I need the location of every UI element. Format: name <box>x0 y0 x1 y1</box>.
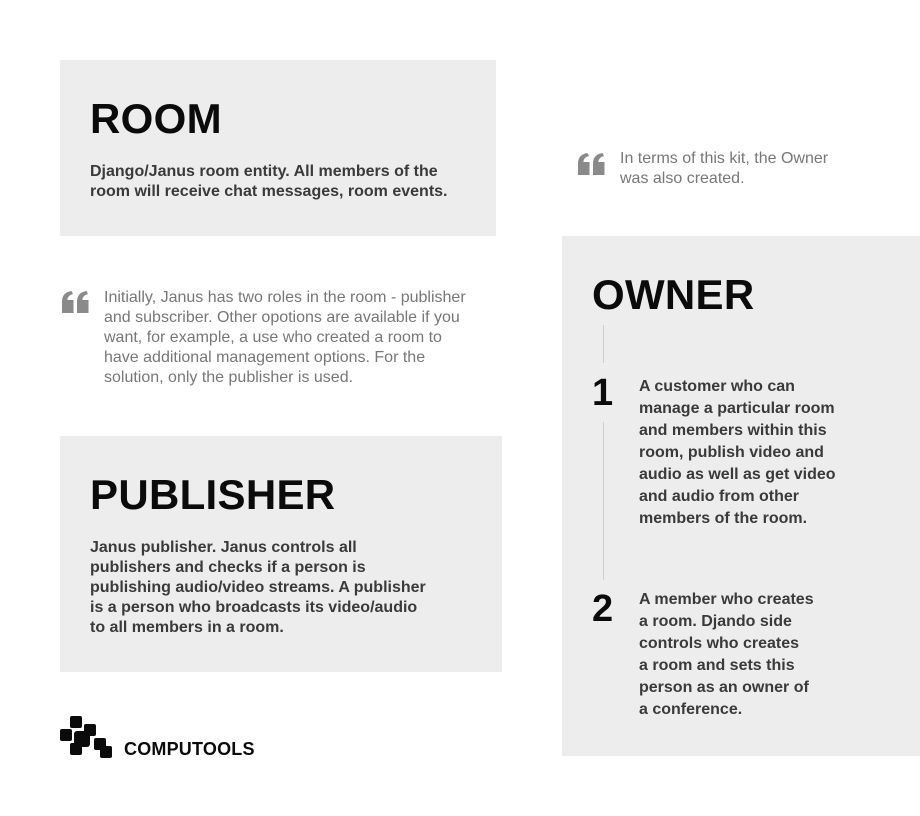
step-number-1: 1 <box>592 372 614 414</box>
room-description: Django/Janus room entity. All members of the room will receive chat messages, room events. <box>90 163 448 200</box>
publisher-description: Janus publisher. Janus controls all publishers and checks if a person is publishing audio/video streams. A publisher is a person who broadcasts its video/audio to all members in a room. <box>90 539 426 636</box>
room-card <box>60 60 496 236</box>
computools-logo <box>60 716 280 760</box>
publisher-card <box>60 436 502 672</box>
step-text-1: A customer who can manage a particular room and members within this room, publish video and audio as well as get video and audio from other members of the room. <box>639 378 836 527</box>
owner-card <box>562 236 920 756</box>
room-title: ROOM <box>90 95 222 142</box>
owner-note-quote <box>578 149 878 193</box>
logo-wordmark: COMPUTOOLS <box>124 739 255 759</box>
step-connector-line <box>603 325 604 363</box>
publisher-title: PUBLISHER <box>90 471 336 518</box>
step-text-2: A member who creates a room. Djando side controls who creates a room and sets this person as an owner of a conference. <box>639 591 814 718</box>
quote-icon <box>578 153 606 175</box>
computools-logo-icon <box>60 716 112 758</box>
step-number-2: 2 <box>592 588 614 630</box>
step-connector-line <box>603 422 604 580</box>
owner-note-text: In terms of this kit, the Owner was also created. <box>620 150 829 187</box>
owner-title: OWNER <box>592 271 755 318</box>
quote-icon <box>62 291 90 313</box>
janus-roles-quote <box>62 288 502 398</box>
janus-roles-text: Initially, Janus has two roles in the room - publisher and subscriber. Other opotions are available if you want, for example, a use who created a room to have additional management options. For the solution, only the publisher is used. <box>104 289 466 386</box>
